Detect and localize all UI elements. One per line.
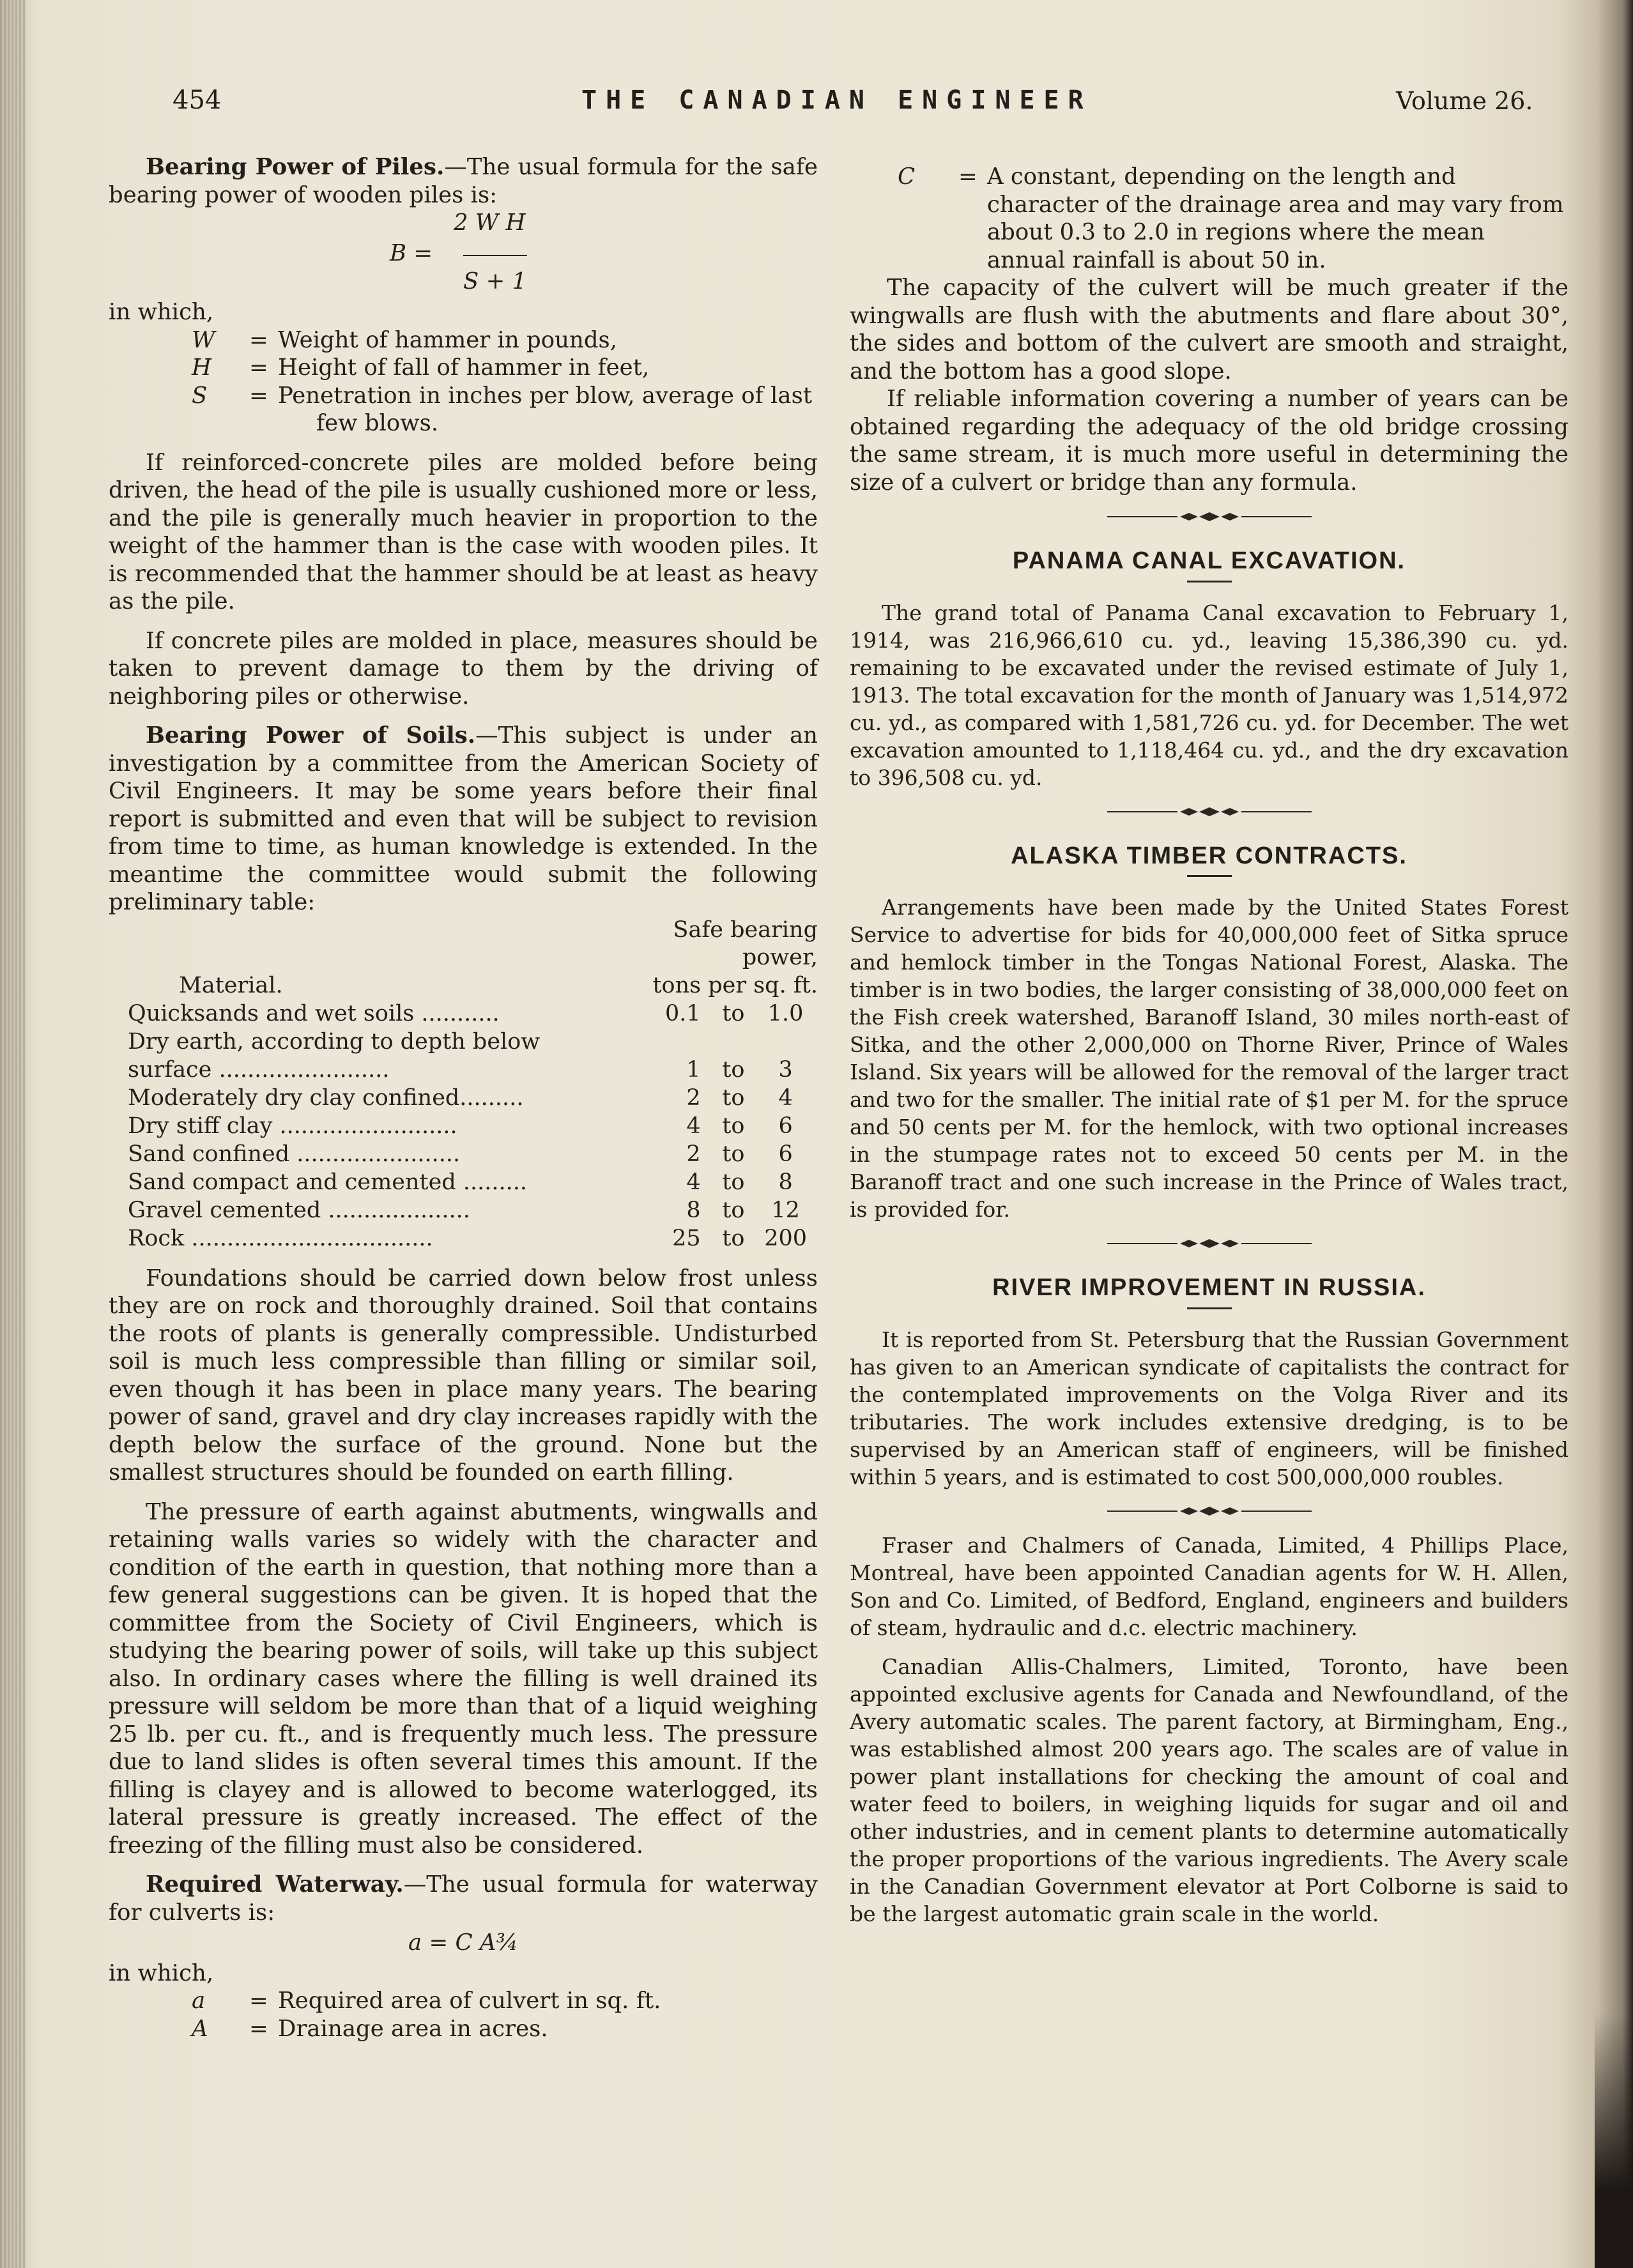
def-text: Weight of hammer in pounds,: [278, 326, 618, 353]
cell-to: to: [722, 1057, 745, 1083]
column-header-material: Material.: [179, 973, 283, 998]
table-header-row: [128, 917, 818, 972]
cell-to: [714, 1028, 754, 1056]
cell-upto: 6: [778, 1141, 793, 1167]
in-which-label: in which,: [109, 1960, 214, 1986]
section-ornament: [850, 1231, 1568, 1256]
title-rule: [1187, 875, 1232, 877]
formula-lhs: B =: [390, 240, 433, 266]
cell-from: 4: [686, 1169, 701, 1195]
molded-paragraph: If concrete piles are molded in place, measures should be taken to prevent damage to them by the driving of neighboring piles or otherwise.: [109, 627, 818, 710]
def-symbol: A: [192, 2015, 208, 2042]
cell-from: 2: [686, 1141, 701, 1167]
table-row: [128, 1000, 818, 1028]
piles-paragraph: [109, 153, 818, 209]
cell-upto: 200: [764, 1226, 807, 1251]
cell-to: to: [722, 1198, 745, 1223]
right-column: [850, 163, 1568, 1928]
soils-heading: Bearing Power of Soils.: [146, 722, 476, 749]
cell-from: 25: [672, 1226, 701, 1251]
ornament-icon: [1177, 512, 1241, 522]
def-text: Penetration in inches per blow, average of last: [278, 382, 813, 409]
title-rule: [1187, 1307, 1232, 1309]
cell-from: 0.1: [665, 1001, 701, 1026]
cell-from: 4: [686, 1113, 701, 1139]
cell-to: to: [722, 1169, 745, 1195]
volume-label: Volume 26.: [1396, 87, 1533, 115]
waterway-heading: Required Waterway.: [146, 1871, 404, 1898]
definition-h: H = Height of fall of hammer in feet,: [109, 354, 818, 382]
reliable-paragraph: If reliable information covering a number of years can be obtained regarding the adequacy of the old bridge crossing the same stream, it is much more useful in determining the size of a culvert or bridge than any formula.: [850, 386, 1568, 496]
alaska-title: ALASKA TIMBER CONTRACTS.: [1011, 842, 1407, 869]
in-which-label: in which,: [109, 299, 214, 325]
capacity-paragraph: The capacity of the culvert will be much greater if the wingwalls are flush with the abutments and flare about 30°, the sides and bottom of the culvert are smooth and straight, and the bottom has a good slope.: [850, 275, 1568, 384]
waterway-text: —The usual formula for waterway for culverts is:: [109, 1871, 818, 1926]
allis-paragraph: Canadian Allis-Chalmers, Limited, Toronto, have been appointed exclusive agents for Canada and Newfoundland, of the Avery automatic scales. The parent factory, at Birmingham, Eng., was established almost 200 years ago. The scales are of value in power plant installations for checking the amount of coal and water feed to boilers, in weighing liquids for sugar and oil and other industries, and in cement plants to determine automatically the proper proportions of the various ingredients. The Avery scale in the Canadian Government elevator at Port Colborne is said to be the largest automatic grain scale in the world.: [850, 1654, 1568, 1926]
panama-title: PANAMA CANAL EXCAVATION.: [1012, 547, 1406, 574]
definition-c: C = A constant, depending on the length and character of the drainage area and may vary from about 0.3 to 2.0 in regions where the mean annual rainfall is about 50 in.: [850, 163, 1568, 274]
def-symbol: S: [192, 382, 208, 409]
definition-s: S = Penetration in inches per blow, average of last few blows.: [109, 382, 818, 438]
def-symbol: W: [192, 326, 215, 353]
def-text: Height of fall of hammer in feet,: [278, 354, 650, 381]
soil-bearing-table: [128, 917, 818, 1253]
definition-w: W = Weight of hammer in pounds,: [109, 326, 818, 354]
table-row: [128, 1225, 818, 1253]
table-row: [128, 1197, 818, 1225]
binding-edge: [0, 0, 26, 2268]
formula-denominator: S + 1: [463, 268, 527, 294]
def-text: Drainage area in acres.: [278, 2015, 548, 2042]
left-column: [109, 153, 818, 2043]
russia-paragraph: It is reported from St. Petersburg that the Russian Government has given to an American syndicate of capitalists the contract for the contemplated improvements on the Volga River and its tributaries. The work includes extensive dredging, is to be supervised by an American staff of engineers, will be finished within 5 years, and is estimated to cost 500,000,000 roubles.: [850, 1327, 1568, 1489]
def-symbol: C: [898, 164, 916, 190]
alaska-paragraph: Arrangements have been made by the United States Forest Service to advertise for bids for 40,000,000 feet of Sitka spruce and hemlock timber in the Tongas National Forest, Alaska. The timber is in two bodies, the larger consisting of 38,000,000 feet on the Fish creek watershed, Baranoff Island, 30 miles north-east of Sitka, and the other 2,000,000 on Thorne River, Prince of Wales Island. Six years will be allowed for the removal of the larger tract and two for the smaller. The initial rate of $1 per M. for the spruce and 50 cents per M. for the hemlock, with two optional increases in the stumpage rates not to exceed 50 cents per M. in the Baranoff tract and one such increase in the Prince of Wales tract, is provided for.: [850, 895, 1568, 1222]
ornament-icon: [1177, 1506, 1241, 1516]
table-row: [128, 1085, 818, 1113]
cell-material: Sand confined .......................: [128, 1141, 461, 1167]
waterway-formula: a = C A¾: [408, 1929, 518, 1956]
def-text: Required area of culvert in sq. ft.: [278, 1988, 661, 2014]
cell-from: [638, 1028, 713, 1056]
def-symbol: H: [192, 354, 211, 381]
cell-material: Moderately dry clay confined.........: [128, 1085, 524, 1111]
foundations-paragraph: Foundations should be carried down below frost unless they are on rock and thoroughly drained. Soil that contains the roots of plants is generally compressible. Undisturbed soil is much less compressible than filling or similar soil, even though it has been in place many years. The bearing power of sand, gravel and dry clay increases rapidly with the depth below the surface of the ground. None but the smallest structures should be founded on earth filling.: [109, 1265, 818, 1486]
formula-numerator: 2 W H: [454, 209, 526, 236]
cell-upto: 1.0: [767, 1001, 804, 1026]
cell-upto: 3: [778, 1057, 793, 1083]
pressure-paragraph: The pressure of earth against abutments, wingwalls and retaining walls varies so widely with the character and condition of the earth in question, that nothing more than a few general suggestions can be given. It is hoped that the committee from the Society of Civil Engineers, which is studying the bearing power of soils, will take up this subject also. In ordinary cases where the filling is well drained its pressure will seldom be more than that of a liquid weighing 25 lb. per cu. ft., and is frequently much less. The pressure due to land slides is often several times this amount. If the filling is clayey and is allowed to become waterlogged, its lateral pressure is greatly increased. The effect of the freezing of the filling must also be considered.: [109, 1498, 818, 1859]
title-rule: [1187, 581, 1232, 582]
page-number: 454: [172, 86, 222, 115]
cell-upto: 12: [771, 1198, 800, 1223]
ornament-icon: [1177, 1238, 1241, 1249]
cell-material: Sand compact and cemented .........: [128, 1169, 527, 1195]
cell-from: 2: [686, 1085, 701, 1111]
cell-upto: 8: [778, 1169, 793, 1195]
section-ornament: [850, 504, 1568, 529]
reinforced-paragraph: If reinforced-concrete piles are molded before being driven, the head of the pile is usually cushioned more or less, and the pile is generally much heavier in proportion to the weight of the hammer than is the case with wooden piles. It is recommended that the hammer should be at least as heavy as the pile.: [109, 449, 818, 614]
cell-material: Quicksands and wet soils ...........: [128, 1001, 500, 1026]
cell-upto: [753, 1028, 818, 1056]
waterway-paragraph: [109, 1871, 818, 1926]
cell-to: to: [722, 1226, 745, 1251]
piles-intro: —The usual formula for the safe bearing power of wooden piles is:: [109, 154, 818, 208]
column-header-units: tons per sq. ft.: [652, 973, 818, 998]
section-ornament: [850, 799, 1568, 825]
table-header-row: [128, 972, 818, 1000]
section-ornament: [850, 1498, 1568, 1524]
panama-paragraph: The grand total of Panama Canal excavation to February 1, 1914, was 216,966,610 cu. yd., leaving 15,386,390 cu. yd. remaining to be excavated under the revised estimate of July 1, 1913. The total excavation for the month of January was 1,514,972 cu. yd., as compared with 1,581,726 cu. yd. for December. The wet excavation amounted to 1,118,464 cu. yd., and the dry excavation to 396,508 cu. yd.: [850, 600, 1568, 790]
cell-material: Dry earth, according to depth below: [128, 1029, 540, 1054]
definition-a-small: a = Required area of culvert in sq. ft.: [109, 1987, 818, 2015]
table-row: [128, 1113, 818, 1141]
cell-to: to: [722, 1113, 745, 1139]
piles-heading: Bearing Power of Piles.: [146, 154, 445, 180]
definition-a-large: A = Drainage area in acres.: [109, 2015, 818, 2043]
cell-material: Dry stiff clay .........................: [128, 1113, 457, 1139]
cell-upto: 4: [778, 1085, 793, 1111]
def-text: A constant, depending on the length and character of the drainage area and may vary from about 0.3 to 2.0 in regions where the mean annual rainfall is about 50 in.: [987, 164, 1564, 273]
page-shadow-corner: [1595, 2013, 1633, 2268]
cell-from: 8: [686, 1198, 701, 1223]
journal-title: THE CANADIAN ENGINEER: [581, 86, 1092, 115]
def-text-continued: few blows.: [316, 410, 439, 436]
table-row: [128, 1169, 818, 1197]
soils-paragraph: [109, 722, 818, 917]
cell-material: Gravel cemented ....................: [128, 1198, 470, 1223]
cell-to: to: [722, 1141, 745, 1167]
fraser-paragraph: Fraser and Chalmers of Canada, Limited, 4 Phillips Place, Montreal, have been appointed Canadian agents for W. H. Allen, Son and Co. Limited, of Bedford, England, engineers and builders of steam, hydraulic and d.c. electric machinery.: [850, 1532, 1568, 1640]
cell-upto: 6: [778, 1113, 793, 1139]
table-row: [128, 1141, 818, 1169]
pile-formula: [109, 209, 818, 298]
formula-fraction-bar: [463, 255, 527, 256]
table-row: [128, 1056, 818, 1085]
cell-to: to: [722, 1085, 745, 1111]
table-row: [128, 1028, 818, 1056]
running-header: [0, 86, 1633, 124]
cell-material: surface ........................: [128, 1057, 390, 1083]
def-symbol: a: [192, 1988, 206, 2014]
russia-title: RIVER IMPROVEMENT IN RUSSIA.: [992, 1274, 1426, 1301]
column-header-safe-bearing: Safe bearing power,: [673, 917, 818, 970]
soils-text: —This subject is under an investigation by a committee from the American Society of Civil Engineers. It may be some years before their final report is submitted and even that will be subject to revision from time to time, as human knowledge is extended. In the meantime the committee would submit the following preliminary table:: [109, 722, 818, 915]
cell-to: to: [722, 1001, 745, 1026]
ornament-icon: [1177, 807, 1241, 817]
cell-from: 1: [686, 1057, 701, 1083]
cell-material: Rock ..................................: [128, 1226, 433, 1251]
